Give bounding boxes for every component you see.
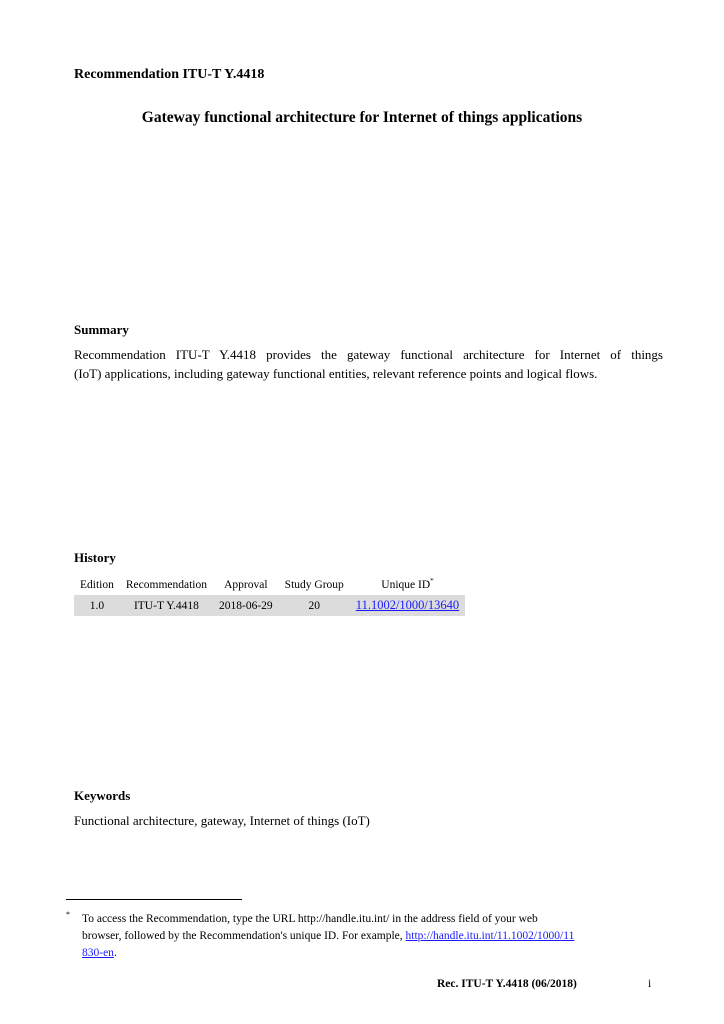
column-header-unique-id	[350, 574, 465, 595]
footnote-period: .	[113, 947, 117, 959]
history-row	[74, 595, 465, 616]
cell-unique-id	[350, 595, 465, 616]
footnote-line-3	[82, 945, 662, 962]
column-header-study-group: Study Group	[284, 578, 344, 591]
summary-heading: Summary	[74, 322, 129, 337]
cell-approval: 2018-06-29	[213, 595, 279, 616]
footnote-text	[82, 911, 662, 962]
example-link-part-2[interactable]: 830-en	[82, 947, 114, 959]
footnote-line-2-text: browser, followed by the Recommendation's unique ID. For example,	[82, 930, 406, 942]
example-link-part-1[interactable]: http://handle.itu.int/11.1002/1000/11	[405, 930, 575, 942]
unique-id-link[interactable]: 11.1002/1000/13640	[355, 598, 460, 612]
cell-edition: 1.0	[74, 595, 120, 616]
page-number: i	[648, 978, 652, 990]
footnote-marker: *	[66, 910, 70, 919]
keywords-heading: Keywords	[74, 788, 131, 803]
cell-recommendation: ITU-T Y.4418	[120, 595, 213, 616]
footer-recommendation-ref: Rec. ITU-T Y.4418 (06/2018)	[437, 978, 577, 990]
column-header-approval: Approval	[224, 578, 268, 591]
footnote-separator	[66, 899, 242, 900]
column-header-recommendation: Recommendation	[125, 578, 207, 591]
keywords-text: Functional architecture, gateway, Internet of things (IoT)	[74, 813, 370, 828]
summary-line-2: (IoT) applications, including gateway functional entities, relevant reference points and logical flows.	[74, 366, 598, 381]
column-header-edition: Edition	[80, 578, 114, 591]
footnote-line-1: To access the Recommendation, type the URL http://handle.itu.int/ in the address field of your web	[82, 913, 538, 925]
summary-paragraph	[74, 345, 663, 383]
summary-line-1: Recommendation ITU-T Y.4418 provides the gateway functional architecture for Internet of things	[74, 347, 663, 362]
cell-study-group: 20	[279, 595, 350, 616]
document-title: Gateway functional architecture for Internet of things applications	[141, 109, 583, 126]
unique-id-label: Unique ID	[381, 578, 431, 591]
recommendation-title: Recommendation ITU-T Y.4418	[74, 67, 265, 82]
footnote-line-2	[82, 928, 662, 945]
unique-id-footnote-marker: *	[430, 576, 434, 585]
history-table	[74, 574, 465, 616]
history-header-row	[74, 574, 465, 595]
history-heading: History	[74, 550, 116, 565]
